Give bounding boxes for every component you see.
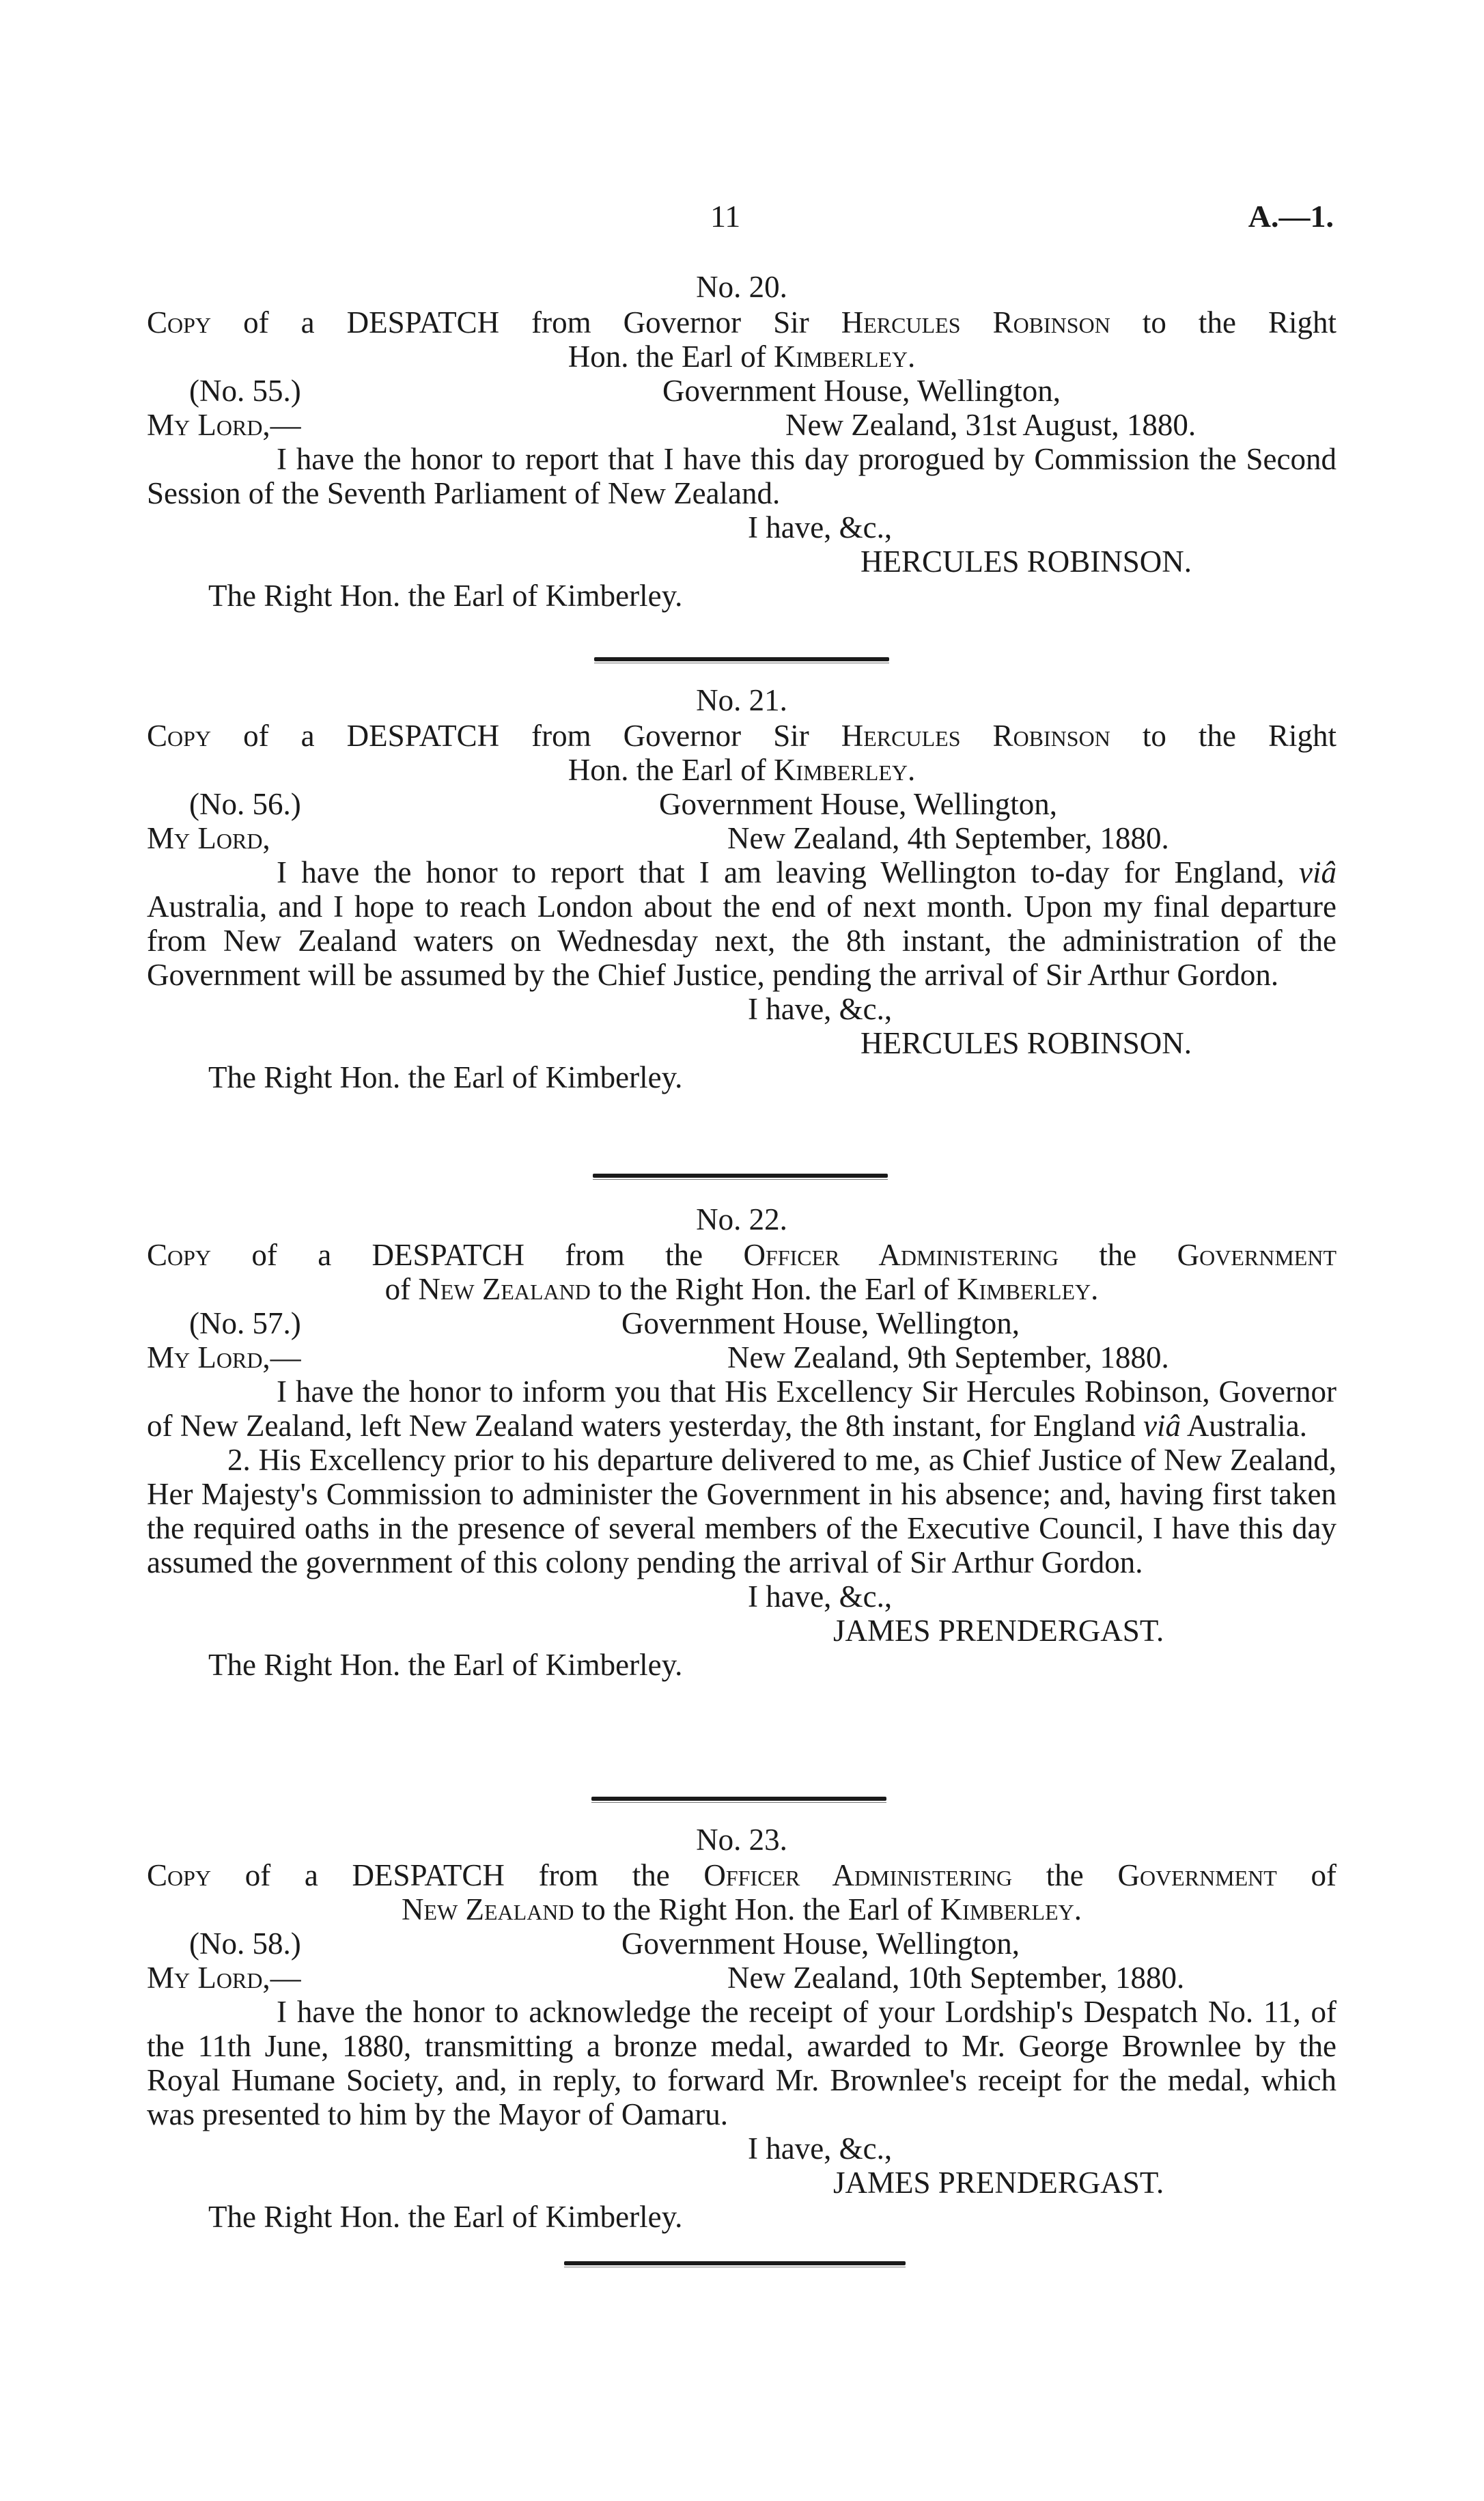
despatch-heading: Copy of a DESPATCH from the Officer Administering the Government of New Zealand to the Right Hon. the Earl of Kimberley. — [147, 1238, 1336, 1306]
despatch-22 — [147, 1202, 1336, 1682]
despatch-place: Government House, Wellington, — [662, 374, 1061, 408]
despatch-body: I have the honor to acknowledge the receipt of your Lordship's Despatch No. 11, of the 11th June, 1880, transmitting a bronze medal, awarded to Mr. George Brownlee by the Royal Humane Society, and, in reply, to forward Mr. Brownlee's receipt for the medal, which was presented to him by the Mayor of Oamaru. — [147, 1995, 1336, 2131]
despatch-heading: Copy of a DESPATCH from Governor Sir Hercules Robinson to the Right Hon. the Earl of Kimberley. — [147, 719, 1336, 787]
despatch-ref: (No. 57.) — [189, 1306, 301, 1340]
despatch-ref: (No. 55.) — [189, 374, 301, 408]
despatch-place: Government House, Wellington, — [621, 1306, 1020, 1340]
signature-row — [147, 1026, 1336, 1060]
despatch-body: I have the honor to inform you that His Excellency Sir Hercules Robinson, Governor of New Zealand, left New Zealand waters yesterday, the 8th instant, for England viâ Australia. — [147, 1374, 1336, 1443]
salutation: My Lord,— — [147, 1340, 301, 1374]
closing: I have, &c., — [748, 2131, 893, 2166]
despatch-heading: Copy of a DESPATCH from the Officer Administering the Government of New Zealand to the Right Hon. the Earl of Kimberley. — [147, 1858, 1336, 1926]
section-divider — [564, 2261, 906, 2265]
section-divider — [593, 1174, 888, 1178]
despatch-salutation-row — [147, 821, 1336, 855]
despatch-ref-row — [147, 787, 1336, 821]
despatch-heading: Copy of a DESPATCH from Governor Sir Hercules Robinson to the Right Hon. the Earl of Kimberley. — [147, 305, 1336, 374]
despatch-number: No. 23. — [696, 1823, 787, 1857]
despatch-number: No. 20. — [696, 270, 787, 304]
page-number: 11 — [710, 199, 741, 234]
addressee: The Right Hon. the Earl of Kimberley. — [208, 1648, 683, 1682]
despatch-number: No. 22. — [696, 1202, 787, 1236]
despatch-21 — [147, 683, 1336, 1094]
closing-row — [147, 1579, 1336, 1614]
despatch-date: New Zealand, 31st August, 1880. — [785, 408, 1196, 442]
despatch-place: Government House, Wellington, — [659, 787, 1057, 821]
section-divider — [591, 1797, 886, 1801]
despatch-ref: (No. 56.) — [189, 787, 301, 821]
closing: I have, &c., — [748, 992, 893, 1026]
salutation: My Lord, — [147, 821, 270, 855]
despatch-ref-row — [147, 1926, 1336, 1961]
signature: JAMES PRENDERGAST. — [833, 2166, 1164, 2200]
signature-row — [147, 1614, 1336, 1648]
despatch-date: New Zealand, 9th September, 1880. — [727, 1340, 1169, 1374]
despatch-body: I have the honor to report that I have this day prorogued by Commission the Second Session of the Seventh Parliament of New Zealand. — [147, 442, 1336, 510]
closing-row — [147, 510, 1336, 544]
despatch-salutation-row — [147, 1961, 1336, 1995]
addressee: The Right Hon. the Earl of Kimberley. — [208, 1060, 683, 1094]
signature: JAMES PRENDERGAST. — [833, 1614, 1164, 1648]
closing: I have, &c., — [748, 510, 893, 544]
despatch-salutation-row — [147, 1340, 1336, 1374]
despatch-23 — [147, 1823, 1336, 2234]
despatch-ref-row — [147, 374, 1336, 408]
despatch-ref-row — [147, 1306, 1336, 1340]
despatch-place: Government House, Wellington, — [621, 1926, 1020, 1961]
despatch-date: New Zealand, 10th September, 1880. — [727, 1961, 1185, 1995]
addressee: The Right Hon. the Earl of Kimberley. — [208, 579, 683, 613]
despatch-date: New Zealand, 4th September, 1880. — [727, 821, 1169, 855]
despatch-20 — [147, 270, 1336, 613]
despatch-number: No. 21. — [696, 683, 787, 717]
closing-row — [147, 2131, 1336, 2166]
closing-row — [147, 992, 1336, 1026]
signature: HERCULES ROBINSON. — [860, 544, 1192, 579]
salutation: My Lord,— — [147, 1961, 301, 1995]
despatch-salutation-row — [147, 408, 1336, 442]
closing: I have, &c., — [748, 1579, 893, 1614]
addressee: The Right Hon. the Earl of Kimberley. — [208, 2200, 683, 2234]
despatch-body: I have the honor to report that I am leaving Wellington to-day for England, viâ Australia, and I hope to reach London about the end of next month. Upon my final departure from New Zealand waters on Wednesday next, the 8th instant, the administration of the Government will be assumed by the Chief Justice, pending the arrival of Sir Arthur Gordon. — [147, 855, 1336, 992]
signature-row — [147, 2166, 1336, 2200]
despatch-body-paragraph-2: 2. His Excellency prior to his departure delivered to me, as Chief Justice of New Zealand, Her Majesty's Commission to administer the Government in his absence; and, having first taken the required oaths in the presence of several members of the Executive Council, I have this day assumed the government of this colony pending the arrival of Sir Arthur Gordon. — [147, 1443, 1336, 1579]
salutation: My Lord,— — [147, 408, 301, 442]
section-divider — [594, 657, 889, 661]
document-code: A.—1. — [1248, 199, 1334, 234]
despatch-ref: (No. 58.) — [189, 1926, 301, 1961]
signature-row — [147, 544, 1336, 579]
signature: HERCULES ROBINSON. — [860, 1026, 1192, 1060]
